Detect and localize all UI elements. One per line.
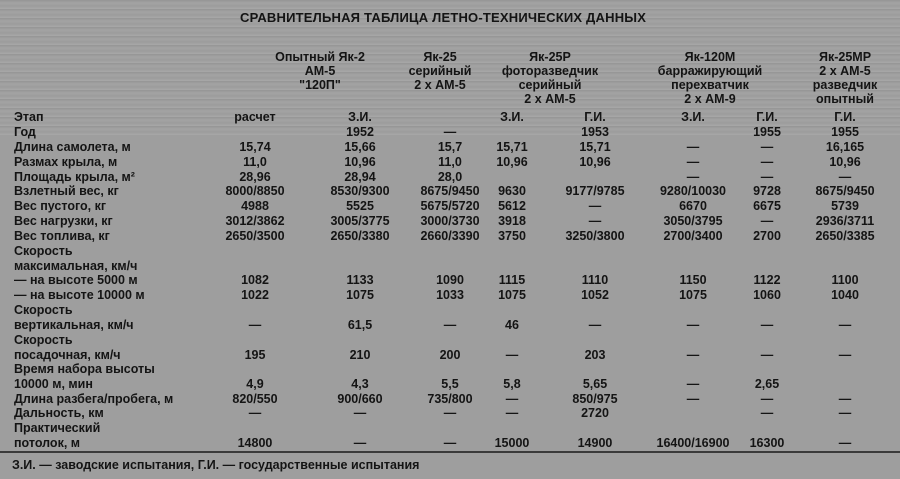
table-cell: —: [686, 140, 700, 154]
table-cell: 2700: [753, 229, 781, 243]
table-cell: —: [443, 436, 457, 450]
column-header-line: "120П": [299, 78, 341, 92]
table-cell: 5,65: [582, 377, 608, 391]
table-cell: 5739: [831, 199, 859, 213]
table-cell: 1955: [831, 125, 859, 139]
table-cell: 10,96: [496, 155, 528, 169]
column-header-line: фоторазведчик: [501, 64, 599, 78]
table-cell: 10,96: [829, 155, 861, 169]
table-row: [0, 154, 900, 170]
table-cell: —: [686, 155, 700, 169]
table-cell: 2650/3500: [225, 229, 285, 243]
table-cell: —: [353, 436, 367, 450]
table-cell: 6670: [679, 199, 707, 213]
table-cell: —: [248, 406, 262, 420]
row-label: Скорость: [14, 244, 73, 258]
table-cell: 1022: [241, 288, 269, 302]
table-cell: 2700/3400: [663, 229, 723, 243]
table-cell: 1060: [753, 288, 781, 302]
table-cell: З.И.: [500, 110, 524, 124]
table-cell: —: [760, 406, 774, 420]
table-cell: 5675/5720: [420, 199, 480, 213]
table-row: [0, 183, 900, 199]
table-cell: 1075: [346, 288, 374, 302]
table-row: [0, 435, 900, 451]
table-cell: 900/660: [337, 392, 383, 406]
table-row: [0, 109, 900, 125]
table-cell: 4,3: [351, 377, 369, 391]
table-row: [0, 272, 900, 288]
row-label: Вес нагрузки, кг: [14, 214, 113, 228]
table-cell: 61,5: [347, 318, 373, 332]
table-cell: 15,71: [496, 140, 528, 154]
table-cell: 9728: [753, 184, 781, 198]
row-label: Взлетный вес, кг: [14, 184, 119, 198]
table-cell: 15,7: [437, 140, 463, 154]
column-header-line: 2 х АМ-9: [684, 92, 736, 106]
table-cell: 11,0: [438, 155, 462, 169]
table-cell: 2660/3390: [420, 229, 480, 243]
column-header-line: АМ-5: [304, 64, 336, 78]
table-cell: 1090: [436, 273, 464, 287]
table-cell: 850/975: [572, 392, 618, 406]
table-cell: —: [838, 406, 852, 420]
column-header-line: Як-120М: [684, 50, 736, 64]
table-cell: 2,65: [754, 377, 780, 391]
column-header-line: барражирующий: [657, 64, 763, 78]
table-cell: 4,9: [246, 377, 264, 391]
table-cell: 820/550: [232, 392, 278, 406]
table-row: [0, 139, 900, 155]
column-header-line: Як-25МР: [818, 50, 872, 64]
table-cell: 28,96: [239, 170, 271, 184]
table-cell: 4988: [241, 199, 269, 213]
table-cell: 9177/9785: [565, 184, 625, 198]
table-cell: 16300: [749, 436, 785, 450]
row-label: Вес пустого, кг: [14, 199, 107, 213]
column-header-line: Опытный Як-2: [275, 50, 365, 64]
table-cell: 3250/3800: [565, 229, 625, 243]
table-cell: 15000: [494, 436, 530, 450]
table-cell: 9280/10030: [659, 184, 727, 198]
table-row: [0, 124, 900, 140]
table-cell: 735/800: [427, 392, 473, 406]
table-cell: Г.И.: [834, 110, 856, 124]
table-row: [0, 302, 900, 318]
table-cell: —: [838, 436, 852, 450]
table-cell: —: [686, 392, 700, 406]
table-cell: 1115: [498, 273, 526, 287]
table-cell: 3005/3775: [330, 214, 390, 228]
table-cell: 3050/3795: [663, 214, 723, 228]
table-cell: 15,71: [579, 140, 611, 154]
table-cell: —: [760, 170, 774, 184]
table-cell: Г.И.: [584, 110, 606, 124]
table-cell: З.И.: [681, 110, 705, 124]
row-label: Скорость: [14, 303, 73, 317]
column-header-line: 2 х АМ-5: [414, 78, 466, 92]
table-cell: 2650/3380: [330, 229, 390, 243]
table-row: [0, 332, 900, 348]
table-cell: 1100: [831, 273, 859, 287]
column-header-line: 2 х АМ-5: [524, 92, 576, 106]
table-cell: 210: [349, 348, 371, 362]
table-cell: —: [760, 318, 774, 332]
column-header-line: серийный: [408, 64, 472, 78]
table-cell: 16,165: [825, 140, 865, 154]
column-header-line: Як-25Р: [529, 50, 571, 64]
table-cell: 8000/8850: [225, 184, 285, 198]
table-cell: 1133: [346, 273, 374, 287]
table-row: [0, 228, 900, 244]
table-cell: 2650/3385: [815, 229, 875, 243]
table-cell: 15,66: [344, 140, 376, 154]
table-cell: 16400/16900: [656, 436, 730, 450]
table-cell: 1150: [679, 273, 707, 287]
table-cell: 28,0: [437, 170, 463, 184]
table-cell: —: [686, 377, 700, 391]
table-cell: —: [248, 318, 262, 332]
table-row: [0, 198, 900, 214]
table-cell: —: [760, 155, 774, 169]
table-cell: 3750: [498, 229, 526, 243]
table-row: [0, 376, 900, 392]
table-cell: 1953: [581, 125, 609, 139]
table-cell: 2936/3711: [815, 214, 875, 228]
row-label: максимальная, км/ч: [14, 259, 138, 273]
table-cell: —: [443, 318, 457, 332]
row-label: Время набора высоты: [14, 362, 155, 376]
row-label: Практический: [14, 421, 101, 435]
table-cell: 14900: [577, 436, 613, 450]
row-label: Вес топлива, кг: [14, 229, 110, 243]
table-cell: 8675/9450: [815, 184, 875, 198]
table-cell: 203: [584, 348, 606, 362]
column-header-4: [640, 50, 780, 106]
table-row: [0, 361, 900, 377]
column-header-line: Як-25: [423, 50, 457, 64]
table-cell: —: [760, 214, 774, 228]
table-cell: 1952: [346, 125, 374, 139]
column-header-2: [395, 50, 485, 92]
table-cell: 10,96: [579, 155, 611, 169]
table-cell: 3000/3730: [420, 214, 480, 228]
table-row: [0, 317, 900, 333]
column-header-line: серийный: [518, 78, 582, 92]
table-cell: 1040: [831, 288, 859, 302]
table-cell: 195: [244, 348, 266, 362]
table-cell: 200: [439, 348, 461, 362]
table-cell: 9630: [498, 184, 526, 198]
row-label: 10000 м, мин: [14, 377, 93, 391]
table-cell: —: [443, 406, 457, 420]
table-cell: З.И.: [348, 110, 372, 124]
table-cell: —: [838, 348, 852, 362]
row-label: вертикальная, км/ч: [14, 318, 134, 332]
column-header-1: [250, 50, 390, 92]
table-cell: 1122: [753, 273, 781, 287]
table-cell: 1052: [581, 288, 609, 302]
table-cell: —: [588, 199, 602, 213]
table-cell: 10,96: [344, 155, 376, 169]
row-label: Год: [14, 125, 36, 139]
row-label: Длина разбега/пробега, м: [14, 392, 174, 406]
table-cell: —: [588, 214, 602, 228]
row-label: Длина самолета, м: [14, 140, 131, 154]
table-cell: 1075: [679, 288, 707, 302]
table-cell: —: [353, 406, 367, 420]
table-cell: —: [760, 348, 774, 362]
row-label: — на высоте 5000 м: [14, 273, 138, 287]
table-cell: —: [588, 318, 602, 332]
table-cell: 6675: [753, 199, 781, 213]
table-title: СРАВНИТЕЛЬНАЯ ТАБЛИЦА ЛЕТНО-ТЕХНИЧЕСКИХ ДАННЫХ: [240, 10, 647, 25]
table-cell: 28,94: [344, 170, 376, 184]
table-cell: 5,5: [441, 377, 459, 391]
column-header-3: [490, 50, 610, 106]
table-cell: 1082: [241, 273, 269, 287]
column-header-line: опытный: [816, 92, 874, 106]
table-cell: —: [505, 348, 519, 362]
table-cell: —: [686, 318, 700, 332]
table-cell: 5525: [346, 199, 374, 213]
table-cell: 5612: [498, 199, 526, 213]
footnote-divider: [0, 451, 900, 453]
table-cell: —: [505, 392, 519, 406]
table-cell: 14800: [237, 436, 273, 450]
table-row: [0, 213, 900, 229]
footnote: З.И. — заводские испытания, Г.И. — государственные испытания: [12, 458, 420, 472]
table-cell: —: [505, 406, 519, 420]
table-cell: —: [838, 318, 852, 332]
table-row: [0, 287, 900, 303]
row-label: Этап: [14, 110, 44, 124]
table-cell: 1110: [581, 273, 609, 287]
table-cell: —: [686, 170, 700, 184]
table-row: [0, 420, 900, 436]
table-cell: 11,0: [243, 155, 267, 169]
table-cell: 1955: [753, 125, 781, 139]
column-header-line: 2 х АМ-5: [819, 64, 871, 78]
table-cell: 15,74: [239, 140, 271, 154]
table-cell: 46: [505, 318, 519, 332]
column-header-line: перехватчик: [671, 78, 749, 92]
table-cell: 3012/3862: [225, 214, 285, 228]
row-label: потолок, м: [14, 436, 81, 450]
table-cell: —: [760, 140, 774, 154]
row-label: Размах крыла, м: [14, 155, 118, 169]
table-cell: —: [686, 348, 700, 362]
table-cell: Г.И.: [756, 110, 778, 124]
table-cell: 3918: [498, 214, 526, 228]
column-header-line: разведчик: [812, 78, 878, 92]
table-row: [0, 243, 900, 259]
table-cell: —: [443, 125, 457, 139]
table-cell: 5,8: [503, 377, 521, 391]
table-cell: 2720: [581, 406, 609, 420]
table-cell: 8530/9300: [330, 184, 390, 198]
table-cell: 1033: [436, 288, 464, 302]
row-label: — на высоте 10000 м: [14, 288, 145, 302]
row-label: посадочная, км/ч: [14, 348, 121, 362]
table-cell: 1075: [498, 288, 526, 302]
row-label: Дальность, км: [14, 406, 104, 420]
table-cell: расчет: [234, 110, 276, 124]
row-label: Площадь крыла, м²: [14, 170, 135, 184]
column-header-5: [790, 50, 900, 106]
table-cell: —: [838, 170, 852, 184]
table-cell: 8675/9450: [420, 184, 480, 198]
table-cell: —: [760, 392, 774, 406]
table-row: [0, 405, 900, 421]
row-label: Скорость: [14, 333, 73, 347]
table-cell: —: [838, 392, 852, 406]
